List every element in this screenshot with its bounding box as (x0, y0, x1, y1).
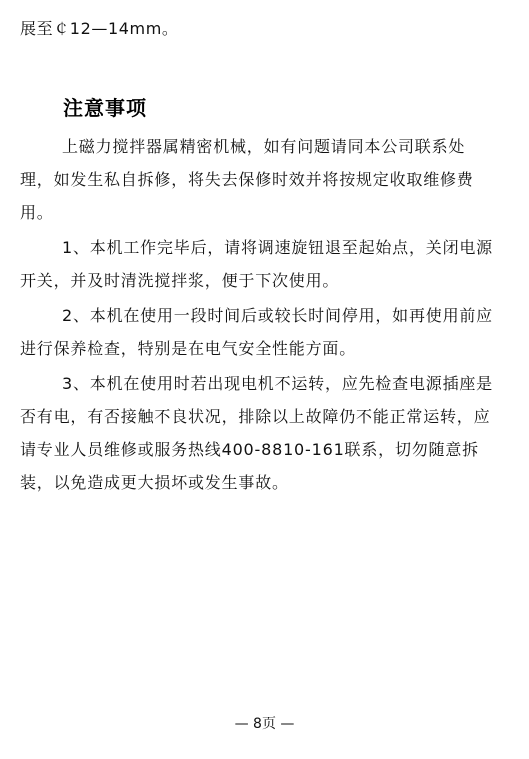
page-number: — 8页 — (234, 716, 295, 732)
notice-paragraph-3: 3、本机在使用时若出现电机不运转，应先检查电源插座是否有电，有否接触不良状况，排除以上故障仍不能正常运转，应请专业人员维修或服务热线400-8810-161联系，切勿随意拆装，以免造成更大损坏或发生事故。 (20, 374, 493, 492)
notice-paragraph-1: 1、本机工作完毕后，请将调速旋钮退至起始点，关闭电源开关，并及时清洗搅拌浆，便于下次使用。 (20, 238, 493, 290)
notice-body (20, 130, 496, 501)
notice-paragraph-intro: 上磁力搅拌器属精密机械，如有问题请同本公司联系处理，如发生私自拆修，将失去保修时效并将按规定收取维修费用。 (20, 137, 474, 222)
continuation-text: 展至￠12—14mm。 (20, 19, 179, 38)
section-title: 注意事项 (63, 96, 147, 120)
notice-paragraph-2: 2、本机在使用一段时间后或较长时间停用，如再使用前应进行保养检查，特别是在电气安全性能方面。 (20, 306, 493, 358)
